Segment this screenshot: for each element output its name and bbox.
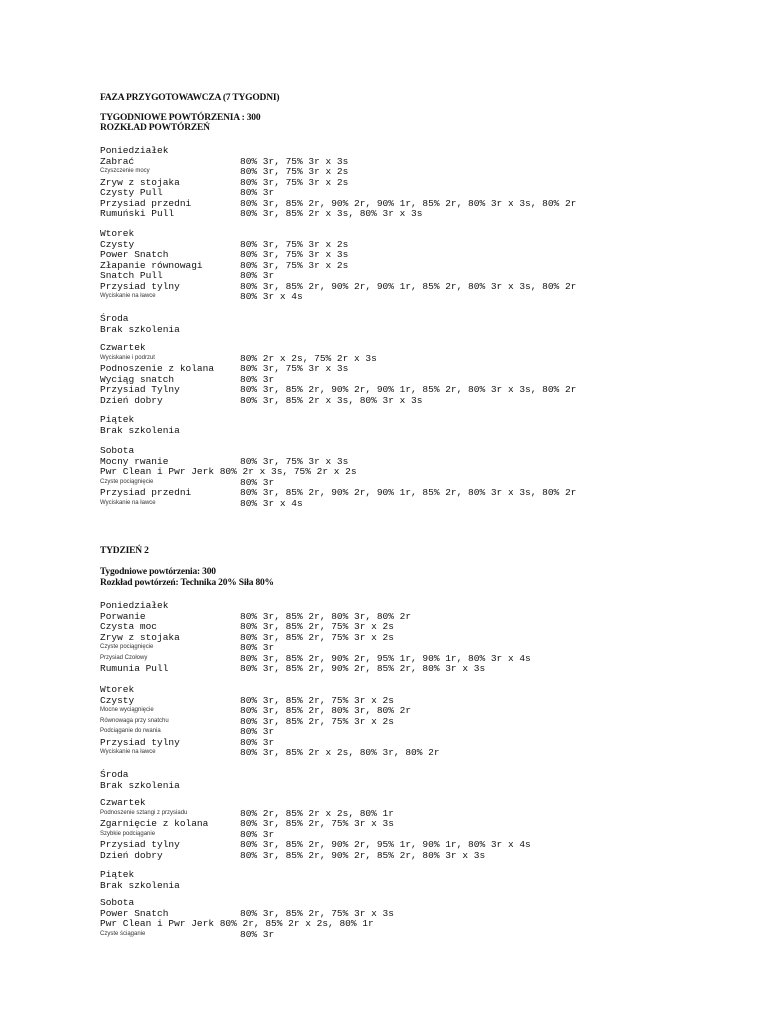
exercise-label: Czyste pociągnięcie: [100, 644, 154, 650]
exercise-scheme: 80% 3r: [240, 928, 275, 940]
phase-distribution: ROZKŁAD POWTÓRZEŃ: [100, 123, 210, 133]
exercise-scheme: 80% 3r, 75% 3r x 3s: [240, 155, 349, 167]
exercise-label: Dzień dobry: [100, 394, 163, 406]
day-heading: Sobota: [100, 445, 135, 456]
exercise-label: Brak szkolenia: [100, 879, 180, 891]
exercise-scheme: 80% 3r, 75% 3r x 2s: [240, 176, 349, 188]
exercise-scheme: 80% 3r, 85% 2r x 2s, 80% 3r, 80% 2r: [240, 747, 440, 758]
exercise-label: Podciąganie do rwania: [100, 728, 161, 734]
exercise-scheme: 80% 3r, 75% 3r x 2s: [240, 238, 349, 250]
phase-weekly-reps: TYGODNIOWE POWTÓRZENIA : 300: [100, 113, 261, 123]
exercise-label: Czyste pociągnięcie: [100, 478, 154, 485]
exercise-scheme: 80% 3r, 85% 2r, 90% 2r, 95% 1r, 90% 1r, 80% 3r x 4s: [240, 839, 531, 850]
exercise-scheme: 80% 3r, 85% 2r, 90% 2r, 85% 2r, 80% 3r x 3s: [240, 849, 486, 861]
exercise-label: Brak szkolenia: [100, 779, 180, 791]
exercise-label: Brak szkolenia: [100, 323, 180, 335]
exercise-label: Dzień dobry: [100, 849, 163, 861]
exercise-label: Czysty: [100, 694, 135, 706]
week2-distribution: Rozkład powtórzeń: Technika 20% Siła 80%: [100, 578, 274, 588]
day-heading: Poniedziałek: [100, 600, 169, 611]
exercise-scheme: 80% 2r, 85% 2r x 2s, 80% 1r: [240, 807, 394, 819]
exercise-label: Przysiad przedni: [100, 487, 192, 498]
exercise-label: Wyciąg snatch: [100, 373, 175, 385]
exercise-label: Szybkie podciąganie: [100, 830, 156, 837]
day-heading: Wtorek: [100, 228, 135, 239]
exercise-label: Wyciskanie na ławce: [100, 293, 156, 299]
exercise-scheme: 80% 3r: [240, 476, 275, 488]
exercise-label: Zryw z stojaka: [100, 176, 180, 188]
phase-title: FAZA PRZYGOTOWAWCZA (7 TYGODNI): [100, 93, 280, 103]
exercise-label: Power Snatch: [100, 907, 169, 919]
exercise-label: Przysiad Tylny: [100, 384, 180, 395]
exercise-scheme: 80% 3r, 85% 2r, 90% 2r, 95% 1r, 90% 1r, 80% 3r x 4s: [240, 652, 531, 664]
exercise-scheme: 80% 3r, 75% 3r x 3s: [240, 363, 349, 374]
exercise-label: Przysiad tylny: [100, 839, 180, 850]
exercise-label: Power Snatch: [100, 249, 169, 260]
exercise-scheme: 80% 3r: [240, 187, 275, 198]
exercise-scheme: 80% 3r, 85% 2r, 75% 3r x 3s: [240, 818, 394, 829]
week2-title: TYDZIEŃ 2: [100, 546, 149, 556]
exercise-scheme: 80% 3r, 85% 2r, 90% 2r, 90% 1r, 85% 2r, 80% 3r x 3s, 80% 2r: [240, 197, 577, 209]
exercise-label: Czyszczenie mocy: [100, 168, 150, 174]
exercise-scheme: 80% 3r, 85% 2r, 75% 3r x 2s: [240, 694, 394, 706]
day-heading: Piątek: [100, 869, 135, 880]
day-heading: Poniedziałek: [100, 145, 169, 156]
exercise-scheme: 80% 3r: [240, 373, 275, 385]
day-heading: Środa: [100, 769, 129, 780]
exercise-label: Porwanie: [100, 610, 146, 622]
exercise-scheme: 80% 3r, 85% 2r, 75% 3r x 2s: [240, 621, 394, 632]
exercise-scheme: 80% 3r, 85% 2r, 75% 3r x 2s: [240, 631, 394, 643]
exercise-label: Mocny rwanie: [100, 455, 169, 467]
exercise-scheme: 80% 3r, 85% 2r, 80% 3r, 80% 2r: [240, 705, 412, 716]
exercise-label: Czysty Pull: [100, 187, 163, 198]
exercise-scheme: 80% 3r x 4s: [240, 291, 303, 302]
day-heading: Piątek: [100, 414, 135, 425]
exercise-label: Czyste ściąganie: [100, 930, 146, 937]
exercise-label: Pwr Clean i Pwr Jerk 80% 2r, 85% 2r x 2s, 80% 1r: [100, 918, 374, 929]
exercise-scheme: 80% 3r: [240, 270, 275, 281]
exercise-scheme: 80% 3r, 85% 2r, 75% 3r x 3s: [240, 907, 394, 919]
exercise-label: Pwr Clean i Pwr Jerk 80% 2r x 3s, 75% 2r x 2s: [100, 466, 357, 477]
exercise-scheme: 80% 3r x 4s: [240, 497, 303, 509]
exercise-scheme: 80% 3r, 85% 2r, 90% 2r, 85% 2r, 80% 3r x 3s: [240, 663, 486, 674]
exercise-label: Wyciskanie na ławce: [100, 499, 156, 506]
exercise-scheme: 80% 3r: [240, 736, 275, 748]
exercise-scheme: 80% 3r, 85% 2r, 75% 3r x 2s: [240, 715, 394, 727]
exercise-label: Przysiad przedni: [100, 197, 192, 209]
day-heading: Czwartek: [100, 342, 146, 353]
exercise-label: Wyciskanie i podrzut: [100, 354, 155, 361]
exercise-scheme: 80% 3r: [240, 828, 275, 840]
exercise-scheme: 80% 3r, 85% 2r, 90% 2r, 90% 1r, 85% 2r, 80% 3r x 3s, 80% 2r: [240, 384, 577, 395]
exercise-scheme: 80% 3r, 85% 2r, 90% 2r, 90% 1r, 85% 2r, 80% 3r x 3s, 80% 2r: [240, 280, 577, 292]
exercise-label: Czysta moc: [100, 621, 158, 632]
exercise-label: Podnoszenie z kolana: [100, 363, 215, 374]
exercise-scheme: 80% 3r, 85% 2r x 3s, 80% 3r x 3s: [240, 208, 423, 219]
exercise-scheme: 80% 3r: [240, 642, 275, 653]
exercise-label: Przysiad tylny: [100, 280, 180, 292]
exercise-scheme: 80% 3r, 75% 3r x 3s: [240, 249, 349, 260]
exercise-label: Zgarnięcie z kolana: [100, 818, 209, 829]
exercise-label: Zryw z stojaka: [100, 631, 180, 643]
exercise-scheme: 80% 3r, 85% 2r, 80% 3r, 80% 2r: [240, 610, 412, 622]
exercise-scheme: 80% 3r, 85% 2r, 90% 2r, 90% 1r, 85% 2r, 80% 3r x 3s, 80% 2r: [240, 487, 577, 498]
exercise-label: Czysty: [100, 238, 135, 250]
day-heading: Wtorek: [100, 684, 135, 695]
exercise-label: Mocne wyciągnięcie: [100, 707, 154, 713]
exercise-scheme: 80% 3r, 75% 3r x 2s: [240, 166, 349, 177]
day-heading: Środa: [100, 313, 129, 324]
exercise-label: Przysiad tylny: [100, 736, 180, 748]
week2-weekly-reps: Tygodniowe powtórzenia: 300: [100, 567, 216, 577]
exercise-label: Podnoszenie sztangi z przysiadu: [100, 809, 188, 816]
exercise-label: Zabrać: [100, 155, 135, 167]
exercise-scheme: 80% 3r, 75% 3r x 2s: [240, 259, 349, 271]
exercise-scheme: 80% 3r, 85% 2r x 3s, 80% 3r x 3s: [240, 394, 423, 406]
exercise-scheme: 80% 3r: [240, 726, 275, 737]
exercise-label: Rumunia Pull: [100, 663, 169, 674]
day-heading: Sobota: [100, 897, 135, 908]
exercise-scheme: 80% 2r x 2s, 75% 2r x 3s: [240, 352, 377, 364]
exercise-label: Brak szkolenia: [100, 424, 180, 436]
exercise-label: Równowaga przy snatchu: [100, 717, 169, 724]
exercise-scheme: 80% 3r, 75% 3r x 3s: [240, 455, 349, 467]
exercise-label: Przysiad Czołowy: [100, 654, 148, 661]
day-heading: Czwartek: [100, 797, 146, 808]
exercise-label: Rumuński Pull: [100, 208, 175, 219]
exercise-label: Snatch Pull: [100, 270, 163, 281]
exercise-label: Wyciskanie na ławce: [100, 749, 156, 755]
exercise-label: Złapanie równowagi: [100, 259, 203, 271]
